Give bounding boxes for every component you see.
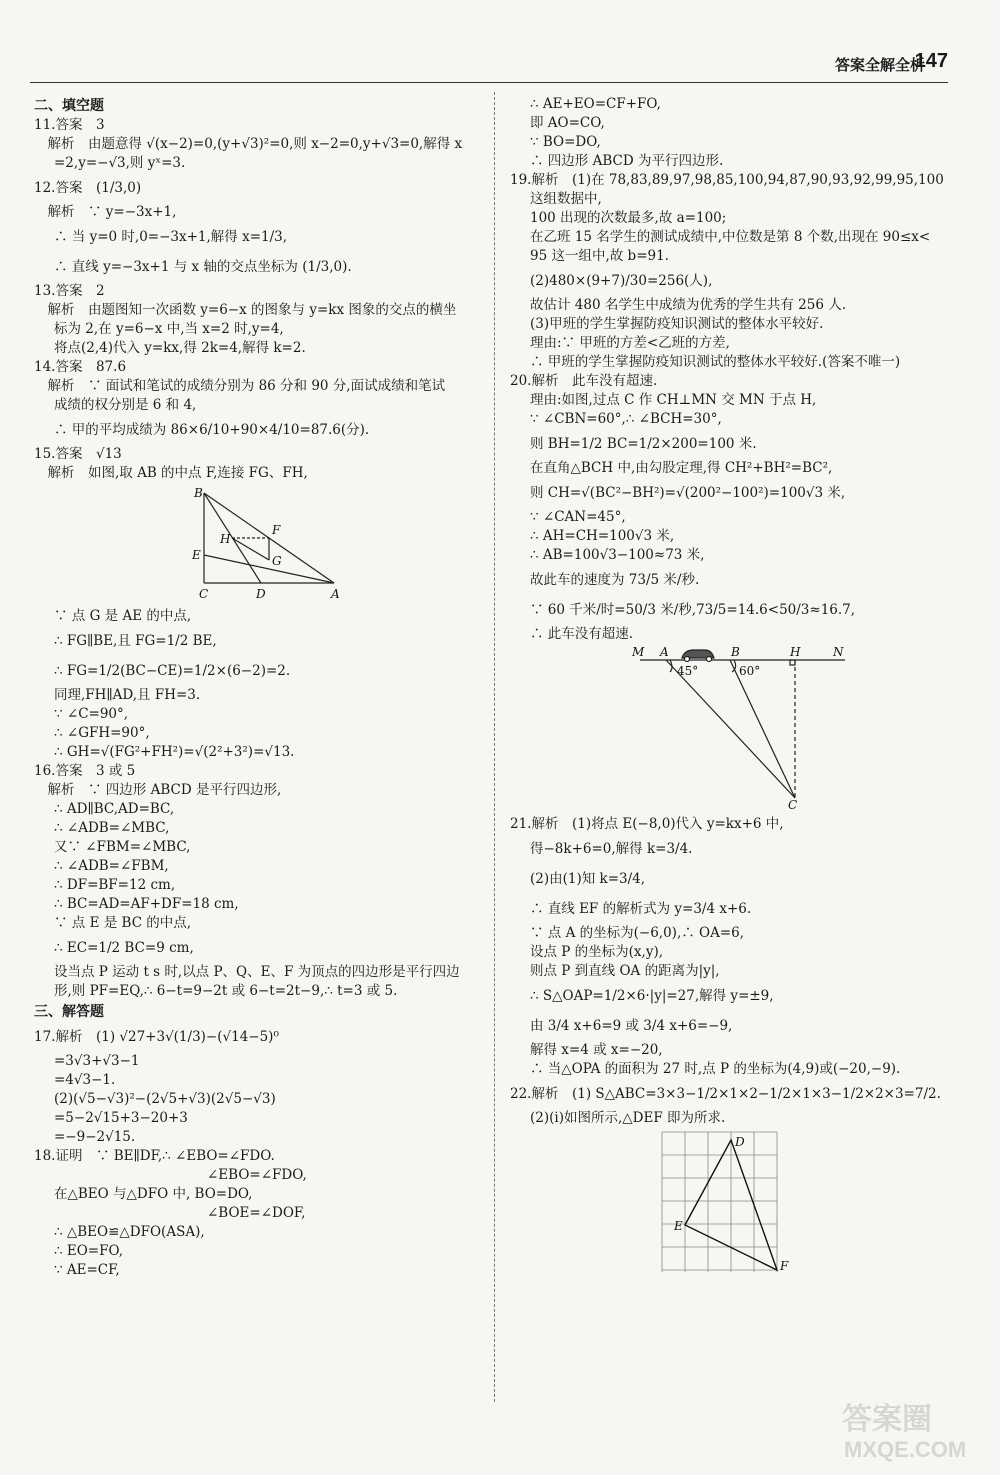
text-line: 解析 ∵ 面试和笔试的成绩分别为 86 分和 90 分,面试成绩和笔试 [34, 378, 446, 394]
label-E: E [674, 1219, 683, 1233]
text-line: 即 AO=CO, [530, 115, 605, 131]
answer-16: 16.答案 3 或 5 [34, 763, 136, 779]
column-divider [494, 92, 495, 1402]
text-line: ∵ 点 E 是 BC 的中点, [54, 915, 192, 931]
text-line: ∴ 直线 y=−3x+1 与 x 轴的交点坐标为 (1/3,0). [54, 259, 352, 275]
text-line: (2)由(1)知 k=3/4, [530, 871, 646, 887]
text-line: =4√3−1. [54, 1072, 116, 1088]
text-line: 解得 x=4 或 x=−20, [530, 1042, 663, 1058]
angle-45: 45° [677, 664, 699, 678]
text-line: ∠BOE=∠DOF, [207, 1205, 306, 1221]
answer-21: 21.解析 (1)将点 E(−8,0)代入 y=kx+6 中, [510, 816, 784, 832]
header-title: 答案全解全析 [834, 56, 925, 74]
text-line: (2)480×(9+7)/30=256(人), [530, 273, 713, 289]
text-line: ∵ BO=DO, [530, 134, 601, 150]
text-line: 将点(2,4)代入 y=kx,得 2k=4,解得 k=2. [54, 340, 306, 356]
watermark-line1: 答案圈 [842, 1402, 932, 1437]
text-line: ∴ FG=1/2(BC−CE)=1/2×(6−2)=2. [54, 663, 291, 679]
right-column [510, 95, 965, 1279]
text-line: 解析 ∵ 四边形 ABCD 是平行四边形, [34, 782, 282, 798]
text-line: ∴ 甲的平均成绩为 86×6/10+90×4/10=87.6(分). [54, 422, 370, 438]
text-line: =3√3+√3−1 [54, 1053, 140, 1069]
text-line: ∴ 当 y=0 时,0=−3x+1,解得 x=1/3, [54, 229, 288, 245]
label-F: F [780, 1259, 789, 1273]
label-G: G [272, 554, 282, 568]
text-line: (2)(√5−√3)²−(2√5+√3)(2√5−√3) [54, 1091, 276, 1107]
watermark-line2: MXQE.COM [844, 1437, 967, 1462]
text-line: ∵ AE=CF, [54, 1262, 120, 1278]
text-line: 解析 如图,取 AB 的中点 F,连接 FG、FH, [34, 465, 308, 481]
text-line: 则点 P 到直线 OA 的距离为|y|, [530, 963, 720, 979]
label-H: H [220, 532, 231, 546]
figure-20-road-diagram [630, 646, 890, 811]
text-line: (2)(i)如图所示,△DEF 即为所求. [530, 1110, 726, 1126]
text-line: 故估计 480 名学生中成绩为优秀的学生共有 256 人. [530, 297, 846, 313]
answer-22: 22.解析 (1) S△ABC=3×3−1/2×1×2−1/2×1×3−1/2×2×3=7/2. [510, 1086, 941, 1102]
text-line: 设当点 P 运动 t s 时,以点 P、Q、E、F 为顶点的四边形是平行四边 [54, 964, 460, 980]
answer-19: 19.解析 (1)在 78,83,89,97,98,85,100,94,87,90,93,92,99,95,100 [510, 172, 944, 188]
text-line: 标为 2,在 y=6−x 中,当 x=2 时,y=4, [54, 321, 284, 337]
text-line: 又∵ ∠FBM=∠MBC, [54, 839, 191, 855]
text-line: ∠EBO=∠FDO, [207, 1167, 307, 1183]
text-line: 在乙班 15 名学生的测试成绩中,中位数是第 8 个数,出现在 90≤x< [530, 229, 931, 245]
answer-12: 12.答案 (1/3,0) [34, 180, 142, 196]
text-line: ∵ 点 G 是 AE 的中点, [54, 608, 192, 624]
text-line: 在△BEO 与△DFO 中, BO=DO, [54, 1186, 253, 1202]
text-line: 同理,FH∥AD,且 FH=3. [54, 687, 201, 703]
text-line: ∴ AD∥BC,AD=BC, [54, 801, 175, 817]
text-line: 则 BH=1/2 BC=1/2×200=100 米. [530, 436, 757, 452]
text-line: ∵ ∠CBN=60°,∴ ∠BCH=30°, [530, 411, 722, 427]
text-line: ∴ △BEO≌△DFO(ASA), [54, 1224, 205, 1240]
text-line: ∴ 直线 EF 的解析式为 y=3/4 x+6. [530, 901, 752, 917]
label-F: F [272, 523, 281, 537]
text-line: ∴ BC=AD=AF+DF=18 cm, [54, 896, 239, 912]
text-line: ∴ AE+EO=CF+FO, [530, 96, 661, 112]
text-line: 由 3/4 x+6=9 或 3/4 x+6=−9, [530, 1018, 733, 1034]
text-line: ∴ EO=FO, [54, 1243, 124, 1259]
watermark-logo [832, 1395, 982, 1465]
text-line: =−9−2√15. [54, 1129, 136, 1145]
text-line: 理由:如图,过点 C 作 CH⊥MN 交 MN 于点 H, [530, 392, 817, 408]
text-line: ∴ EC=1/2 BC=9 cm, [54, 940, 194, 956]
text-line: 解析 ∵ y=−3x+1, [34, 204, 177, 220]
text-line: ∴ FG∥BE,且 FG=1/2 BE, [54, 633, 217, 649]
label-C: C [788, 798, 798, 811]
text-line: ∴ 甲班的学生掌握防疫知识测试的整体水平较好.(答案不唯一) [530, 354, 901, 370]
label-D: D [735, 1135, 745, 1149]
text-line: 设点 P 的坐标为(x,y), [530, 944, 664, 960]
text-line: 形,则 PF=EQ,∴ 6−t=9−2t 或 6−t=2t−9,∴ t=3 或 5. [54, 983, 398, 999]
text-line: =5−2√15+3−20+3 [54, 1110, 188, 1126]
answer-15: 15.答案 √13 [34, 446, 122, 462]
label-A: A [660, 646, 669, 659]
label-M: M [632, 646, 645, 659]
text-line: ∵ 60 千米/时=50/3 米/秒,73/5=14.6<50/3≈16.7, [530, 602, 856, 618]
text-line: 在直角△BCH 中,由勾股定理,得 CH²+BH²=BC², [530, 460, 833, 476]
text-line: ∴ GH=√(FG²+FH²)=√(2²+3²)=√13. [54, 744, 295, 760]
text-line: ∴ 当△OPA 的面积为 27 时,点 P 的坐标为(4,9)或(−20,−9). [530, 1061, 901, 1077]
label-B: B [194, 486, 203, 500]
label-E: E [192, 548, 201, 562]
text-line: ∴ ∠GFH=90°, [54, 725, 150, 741]
text-line: ∴ S△OAP=1/2×6·|y|=27,解得 y=±9, [530, 988, 774, 1004]
text-line: ∴ AB=100√3−100≈73 米, [530, 547, 705, 563]
label-A: A [331, 587, 340, 601]
answer-11: 11.答案 3 [34, 117, 105, 133]
text-line: 得−8k+6=0,解得 k=3/4. [530, 841, 693, 857]
angle-60: 60° [739, 664, 761, 678]
figure-22-grid [660, 1130, 800, 1275]
header-rule [30, 82, 948, 83]
text-line: 则 CH=√(BC²−BH²)=√(200²−100²)=100√3 米, [530, 485, 846, 501]
label-B: B [731, 646, 740, 659]
section-heading: 二、填空题 [34, 98, 104, 114]
text-line: 理由:∵ 甲班的方差<乙班的方差, [530, 335, 730, 351]
page-number: 147 [914, 50, 948, 72]
text-line: 这组数据中, [530, 191, 602, 207]
text-line: 故此车的速度为 73/5 米/秒. [530, 572, 700, 588]
text-line: ∵ 点 A 的坐标为(−6,0),∴ OA=6, [530, 925, 745, 941]
text-line: ∴ AH=CH=100√3 米, [530, 528, 675, 544]
text-line: ∵ ∠C=90°, [54, 706, 129, 722]
answer-17: 17.解析 (1) √27+3√(1/3)−(√14−5)⁰ [34, 1029, 279, 1045]
text-line: 95 这一组中,故 b=91. [530, 248, 669, 264]
answer-20: 20.解析 此车没有超速. [510, 373, 658, 389]
text-line: 解析 由题意得 √(x−2)=0,(y+√3)²=0,则 x−2=0,y+√3=0,解得 x [34, 136, 463, 152]
text-line: ∴ ∠ADB=∠FBM, [54, 858, 169, 874]
left-column [34, 95, 489, 1280]
text-line: ∴ DF=BF=12 cm, [54, 877, 176, 893]
text-line: 解析 由题图知一次函数 y=6−x 的图象与 y=kx 图象的交点的横坐 [34, 302, 457, 318]
figure-15-triangle [184, 485, 384, 603]
text-line: ∴ 四边形 ABCD 为平行四边形. [530, 153, 724, 169]
text-line: (3)甲班的学生掌握防疫知识测试的整体水平较好. [530, 316, 824, 332]
answer-14: 14.答案 87.6 [34, 359, 127, 375]
text-line: ∴ 此车没有超速. [530, 626, 634, 642]
label-H: H [790, 646, 801, 659]
text-line: ∴ ∠ADB=∠MBC, [54, 820, 170, 836]
text-line: ∵ ∠CAN=45°, [530, 509, 626, 525]
text-line: =2,y=−√3,则 yˣ=3. [54, 155, 186, 171]
proof-18: 18.证明 ∵ BE∥DF,∴ ∠EBO=∠FDO. [34, 1148, 275, 1164]
label-C: C [199, 587, 209, 601]
text-line: 成绩的权分别是 6 和 4, [54, 397, 197, 413]
text-line: 100 出现的次数最多,故 a=100; [530, 210, 727, 226]
label-D: D [256, 587, 266, 601]
section-heading: 三、解答题 [34, 1004, 104, 1020]
answer-13: 13.答案 2 [34, 283, 105, 299]
label-N: N [833, 646, 844, 659]
